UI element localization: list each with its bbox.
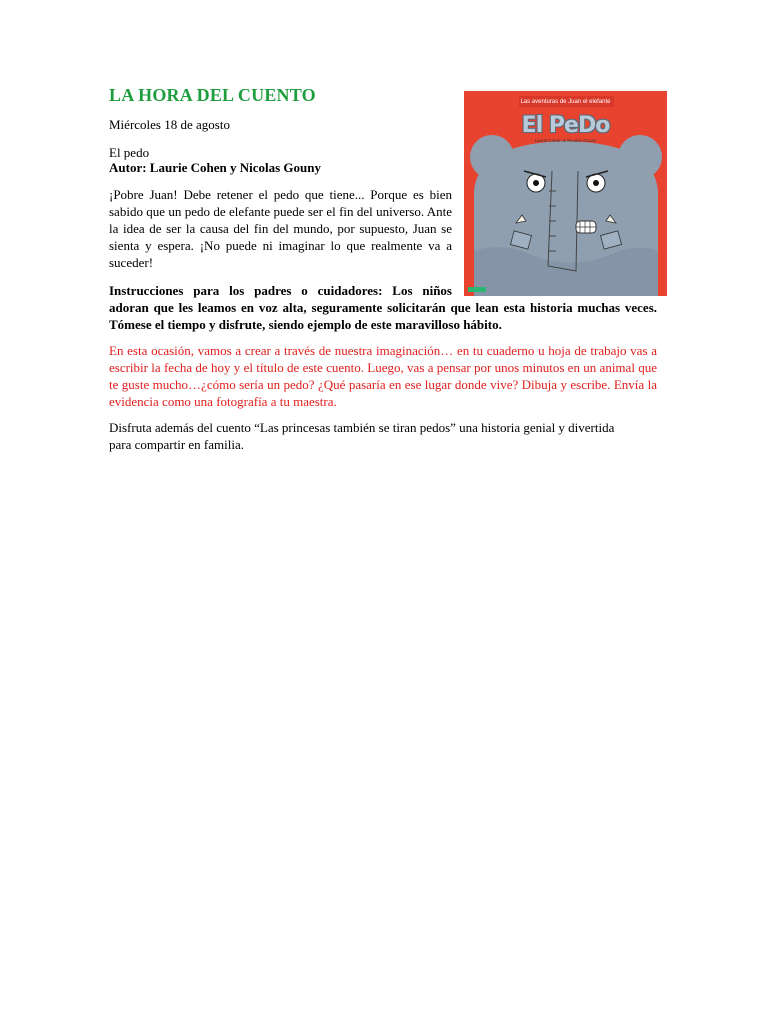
cover-series-text: Las aventuras de Juan el elefante (520, 99, 611, 105)
cover-title-text: El PeDo (521, 113, 610, 138)
activity-paragraph: En esta ocasión, vamos a crear a través de nuestra imaginación… en tu cuaderno u hoja de trabajo vas a escribir la fecha de hoy y el título de este cuento. Luego, vas a pensar por unos minutos en un animal que te guste mucho…¿cómo sería un pedo? ¿Qué pasaría en ese lugar donde vive? Dibuja y escribe. Envía la evidencia como una fotografía a tu maestra. (109, 343, 657, 409)
book-author: Autor: Laurie Cohen y Nicolas Gouny (109, 160, 321, 175)
date-line: Miércoles 18 de agosto (109, 117, 230, 132)
extra-recommendation: Disfruta además del cuento “Las princesas también se tiran pedos” una historia genial y divertida para compartir en familia. (109, 420, 615, 452)
intro-paragraph: ¡Pobre Juan! Debe retener el pedo que tiene... Porque es bien sabido que un pedo de elefante puede ser el fin del universo. Ante la idea de ser la causa del fin del mundo, por supuesto, Juan se sienta y espera. ¡No puede ni imaginar lo que realmente va a suceder! (109, 187, 452, 270)
book-info (109, 145, 321, 175)
page-title: LA HORA DEL CUENTO (109, 85, 316, 105)
cover-authors-text: Laurie Cohen & Nicolas Gouny (534, 138, 597, 143)
book-cover-image (464, 91, 667, 296)
instructions-line-first: Instrucciones para los padres o cuidadores: Los niños (109, 283, 452, 298)
instructions-line-rest: adoran que les leamos en voz alta, seguramente solicitarán que lean esta historia muchas veces. Tómese el tiempo y disfrute, siendo ejemplo de este maravilloso hábito. (109, 300, 657, 332)
book-name: El pedo (109, 145, 150, 160)
